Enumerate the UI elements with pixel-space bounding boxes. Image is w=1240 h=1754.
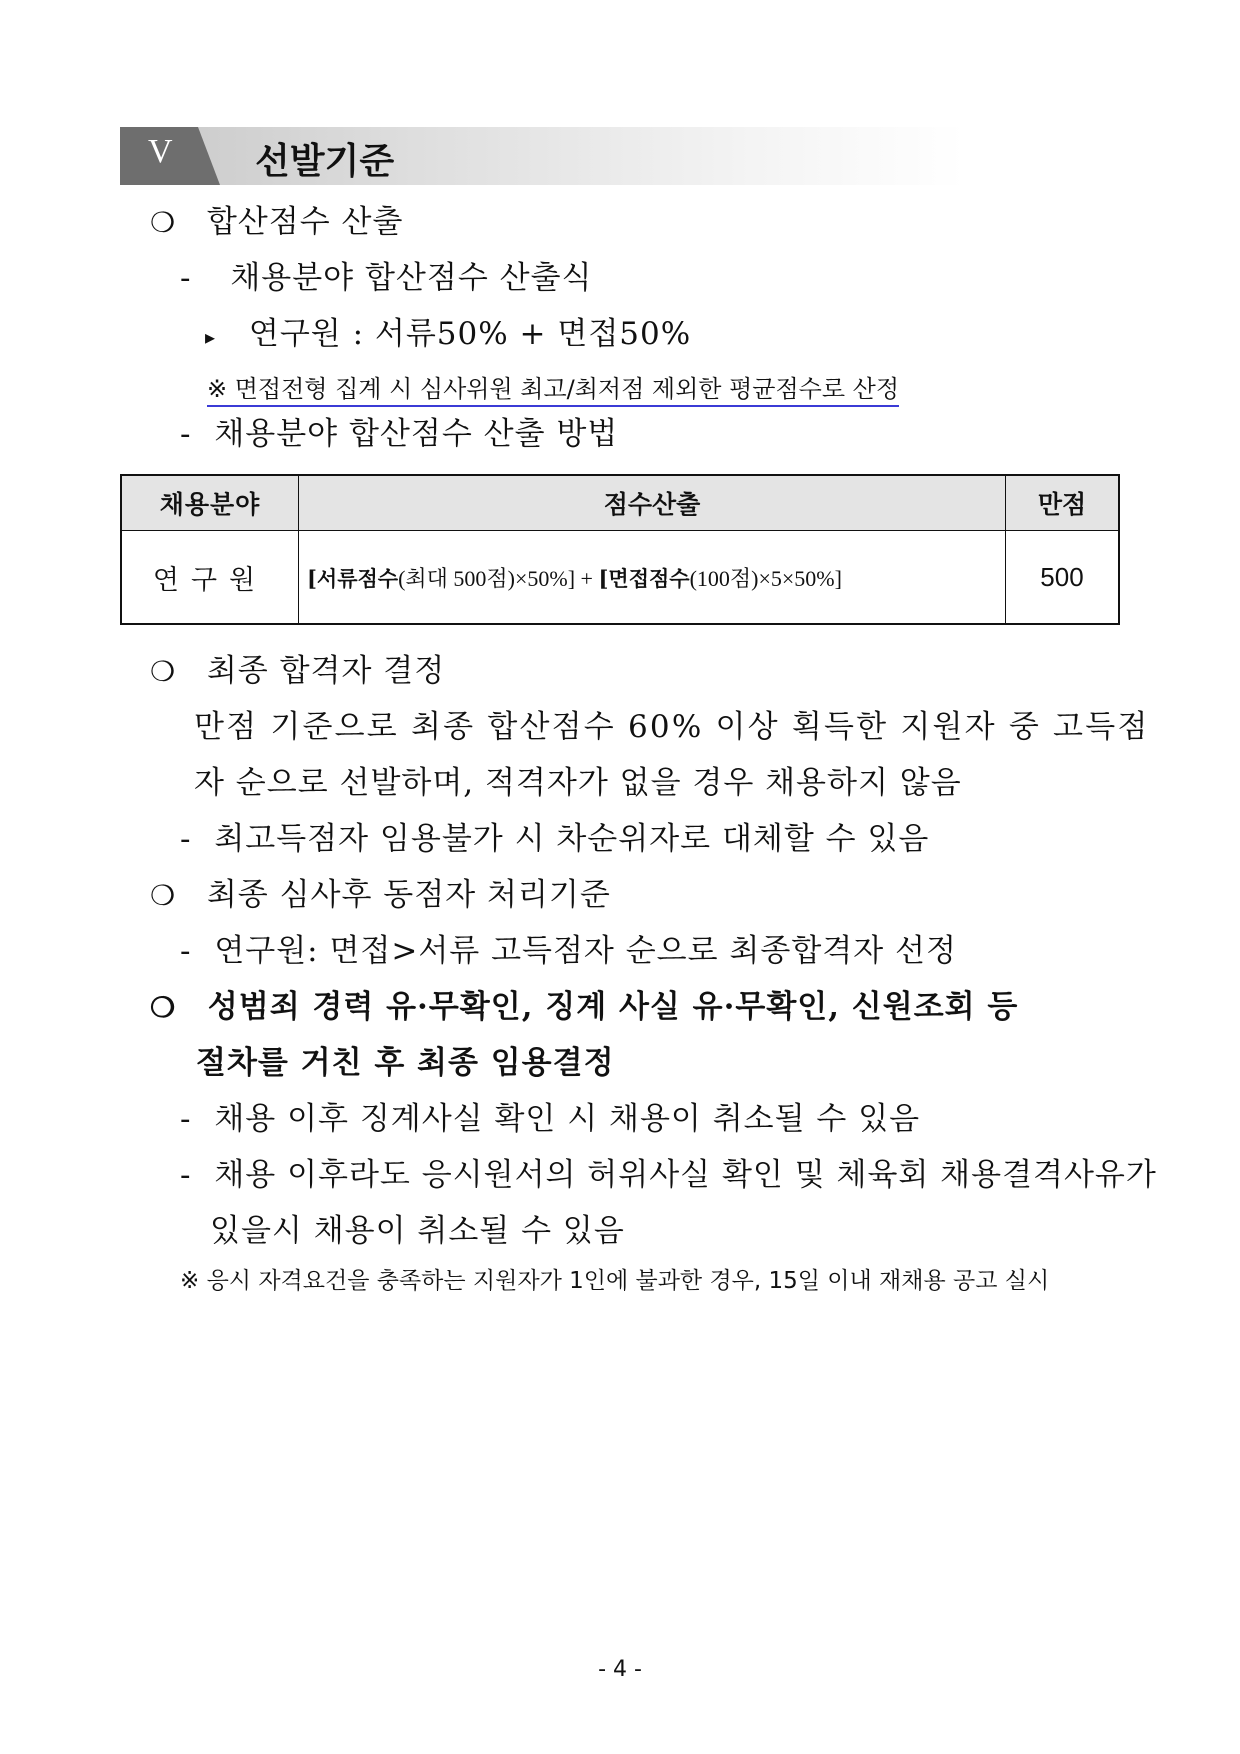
block1-sub1-line bbox=[180, 252, 592, 297]
table-header-row bbox=[121, 475, 1119, 531]
block2-heading-line bbox=[150, 645, 445, 690]
block3-heading-line bbox=[150, 869, 611, 914]
block3-sub: 연구원: 면접>서류 고득점자 순으로 최종합격자 선정 bbox=[214, 933, 957, 969]
circle-bullet-icon: ❍ bbox=[150, 991, 177, 1024]
block1-note: ※ 면접전형 집계 시 심사위원 최고/최저점 제외한 평균점수로 산정 bbox=[207, 375, 899, 407]
block2-sub: 최고득점자 임용불가 시 차순위자로 대체할 수 있음 bbox=[214, 821, 930, 857]
page-number: - 4 - bbox=[598, 1657, 642, 1682]
header-calc: 점수산출 bbox=[299, 475, 1006, 531]
calc-doc-formula: (최대 500점)×50%] + bbox=[398, 565, 599, 591]
calc-doc-label: [서류점수 bbox=[307, 565, 399, 591]
section-header-bar bbox=[120, 127, 965, 185]
block1-sub2-line bbox=[180, 408, 618, 453]
block2-heading: 최종 합격자 결정 bbox=[206, 653, 446, 689]
formula-text: 연구원 : 서류50% + 면접50% bbox=[248, 316, 692, 352]
header-field: 채용분야 bbox=[121, 475, 299, 531]
circle-bullet-icon: ❍ bbox=[150, 206, 177, 239]
calc-interview-label: [면접점수 bbox=[598, 565, 690, 591]
block1-heading: 합산점수 산출 bbox=[206, 204, 404, 240]
circle-bullet-icon: ❍ bbox=[150, 655, 177, 688]
dash-marker: - bbox=[180, 821, 192, 857]
cell-field: 연구원 bbox=[121, 531, 299, 625]
dash-marker: - bbox=[180, 933, 192, 969]
block1-sub1: 채용분야 합산점수 산출식 bbox=[230, 260, 593, 296]
dash-marker: - bbox=[180, 1157, 192, 1193]
triangle-bullet-icon: ▸ bbox=[205, 325, 217, 349]
header-max: 만점 bbox=[1006, 475, 1120, 531]
calc-interview-formula: (100점)×5×50%] bbox=[689, 565, 842, 591]
block2-sub-line bbox=[180, 813, 929, 858]
circle-bullet-icon: ❍ bbox=[150, 879, 177, 912]
section-title: 선발기준 bbox=[255, 141, 395, 182]
block4-heading-line1 bbox=[150, 981, 1018, 1026]
cell-calc bbox=[299, 531, 1006, 625]
block4-heading-line2: 절차를 거친 후 최종 임용결정 bbox=[196, 1045, 615, 1081]
formula-line bbox=[205, 308, 691, 353]
section-header bbox=[120, 127, 965, 185]
section-number: V bbox=[148, 133, 173, 170]
block4-sub1: 채용 이후 징계사실 확인 시 채용이 취소될 수 있음 bbox=[214, 1101, 921, 1137]
block1-heading-line bbox=[150, 196, 403, 241]
block2-para-line2: 자 순으로 선발하며, 적격자가 없을 경우 채용하지 않음 bbox=[194, 765, 962, 801]
block4-note: ※ 응시 자격요건을 충족하는 지원자가 1인에 불과한 경우, 15일 이내 재채용 공고 실시 bbox=[180, 1268, 1050, 1294]
block2-para-line1: 만점 기준으로 최종 합산점수 60% 이상 획득한 지원자 중 고득점 bbox=[194, 709, 1150, 745]
dash-marker: - bbox=[180, 1101, 192, 1137]
score-table bbox=[120, 474, 1120, 625]
block4-sub2-text1: 채용 이후라도 응시원서의 허위사실 확인 및 체육회 채용결격사유가 bbox=[214, 1157, 1157, 1193]
cell-max: 500 bbox=[1006, 531, 1120, 625]
table-row bbox=[121, 531, 1119, 625]
block1-note-line bbox=[207, 369, 899, 404]
block3-sub-line bbox=[180, 925, 957, 970]
block4-sub1-line bbox=[180, 1093, 920, 1138]
dash-marker: - bbox=[180, 260, 192, 296]
block4-sub2-line1 bbox=[180, 1149, 1157, 1194]
block3-heading: 최종 심사후 동점자 처리기준 bbox=[206, 877, 611, 913]
dash-marker: - bbox=[180, 416, 192, 452]
block4-heading-line1-text: 성범죄 경력 유·무확인, 징계 사실 유·무확인, 신원조회 등 bbox=[207, 989, 1019, 1025]
block4-sub2-line2: 있을시 채용이 취소될 수 있음 bbox=[210, 1213, 625, 1249]
block1-sub2: 채용분야 합산점수 산출 방법 bbox=[214, 416, 619, 452]
